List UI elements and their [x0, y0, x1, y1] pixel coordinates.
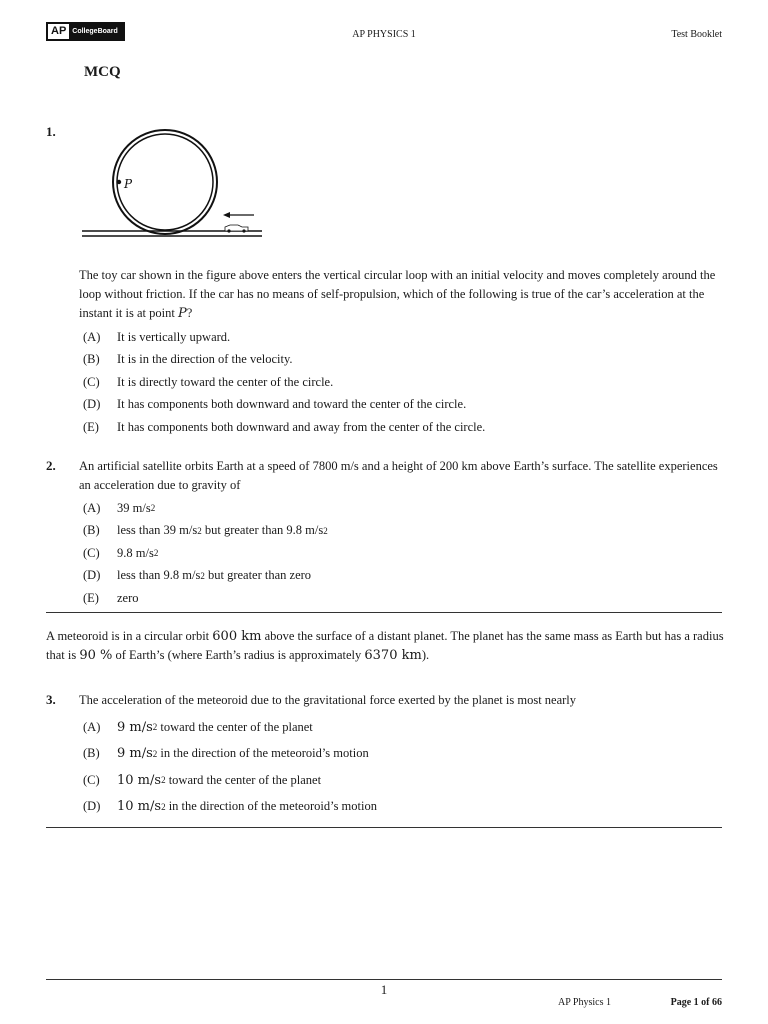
footer-course-label: AP Physics 1: [558, 997, 611, 1008]
question-1-number: 1.: [46, 124, 56, 139]
q3-choice-b[interactable]: (B) 9 m/s 2 in the direction of the meteoroid’s motion: [83, 746, 369, 762]
question-3-number: 3.: [46, 692, 56, 707]
question-2-number: 2.: [46, 458, 56, 473]
q1-choice-e[interactable]: (E) It has components both downward and away from the center of the circle.: [83, 419, 486, 434]
divider-top: [46, 612, 722, 613]
q2-choice-b[interactable]: (B) less than 39 m/s 2 but greater than 9.8 m/s 2: [83, 523, 328, 538]
header-title: AP PHYSICS 1: [352, 29, 416, 40]
q2-choice-d[interactable]: (D) less than 9.8 m/s 2 but greater than zero: [83, 568, 312, 583]
footer-divider: [46, 979, 722, 980]
point-p-marker: [117, 180, 121, 184]
section-title: MCQ: [84, 64, 121, 80]
logo-ap-text: AP: [48, 24, 69, 39]
point-p-variable: P: [177, 306, 187, 321]
point-p-label: P: [124, 177, 133, 191]
divider-bottom: [46, 827, 722, 828]
q3-choice-c[interactable]: (C) 10 m/s 2 toward the center of the planet: [83, 772, 322, 788]
footer-page-count: Page 1 of 66: [670, 997, 722, 1008]
question-2-text: An artificial satellite orbits Earth at a speed of 7800 m/s and a height of 200 km above Earth’s surface. The satellite experiences an acceleration due to gravity of: [79, 459, 718, 492]
header-booklet-label: Test Booklet: [671, 29, 722, 40]
q1-choice-a[interactable]: (A) It is vertically upward.: [83, 329, 231, 344]
question-3-text: The acceleration of the meteoroid due to the gravitational force exerted by the planet is most nearly: [79, 693, 577, 707]
velocity-arrowhead: [223, 212, 230, 218]
q3-choice-d[interactable]: (D) 10 m/s 2 in the direction of the meteoroid’s motion: [83, 799, 377, 815]
q3-choice-a[interactable]: (A) 9 m/s 2 toward the center of the planet: [83, 719, 313, 735]
logo-collegeboard-text: CollegeBoard: [72, 28, 118, 35]
q2-choice-c[interactable]: (C) 9.8 m/s 2: [83, 545, 159, 560]
q2-choice-a[interactable]: (A) 39 m/s 2: [83, 500, 156, 515]
question-2-choices: [83, 497, 723, 610]
loop-track-figure: [82, 125, 264, 240]
q1-choice-b[interactable]: (B) It is in the direction of the velocity.: [83, 352, 293, 367]
q1-choice-d[interactable]: (D) It has components both downward and toward the center of the circle.: [83, 397, 467, 412]
page-number: 1: [380, 982, 388, 997]
meteoroid-stimulus: A meteoroid is in a circular orbit 600 km above the surface of a distant planet. The planet has the same mass as Earth but has a radius that is 90 % of Earth’s (where Earth’s radius is approximately 6370 km).: [46, 629, 724, 663]
q2-choice-e[interactable]: (E) zero: [83, 590, 139, 605]
question-1-choices: [83, 326, 723, 439]
question-1-text: The toy car shown in the figure above enters the vertical circular loop with an initial velocity and moves completely around the loop without friction. If the car has no means of self-propulsion, which of the following is true of the car’s acceleration at the instant it is at point P?: [79, 268, 716, 321]
question-3-choices: [83, 714, 723, 820]
q1-choice-c[interactable]: (C) It is directly toward the center of the circle.: [83, 374, 334, 389]
